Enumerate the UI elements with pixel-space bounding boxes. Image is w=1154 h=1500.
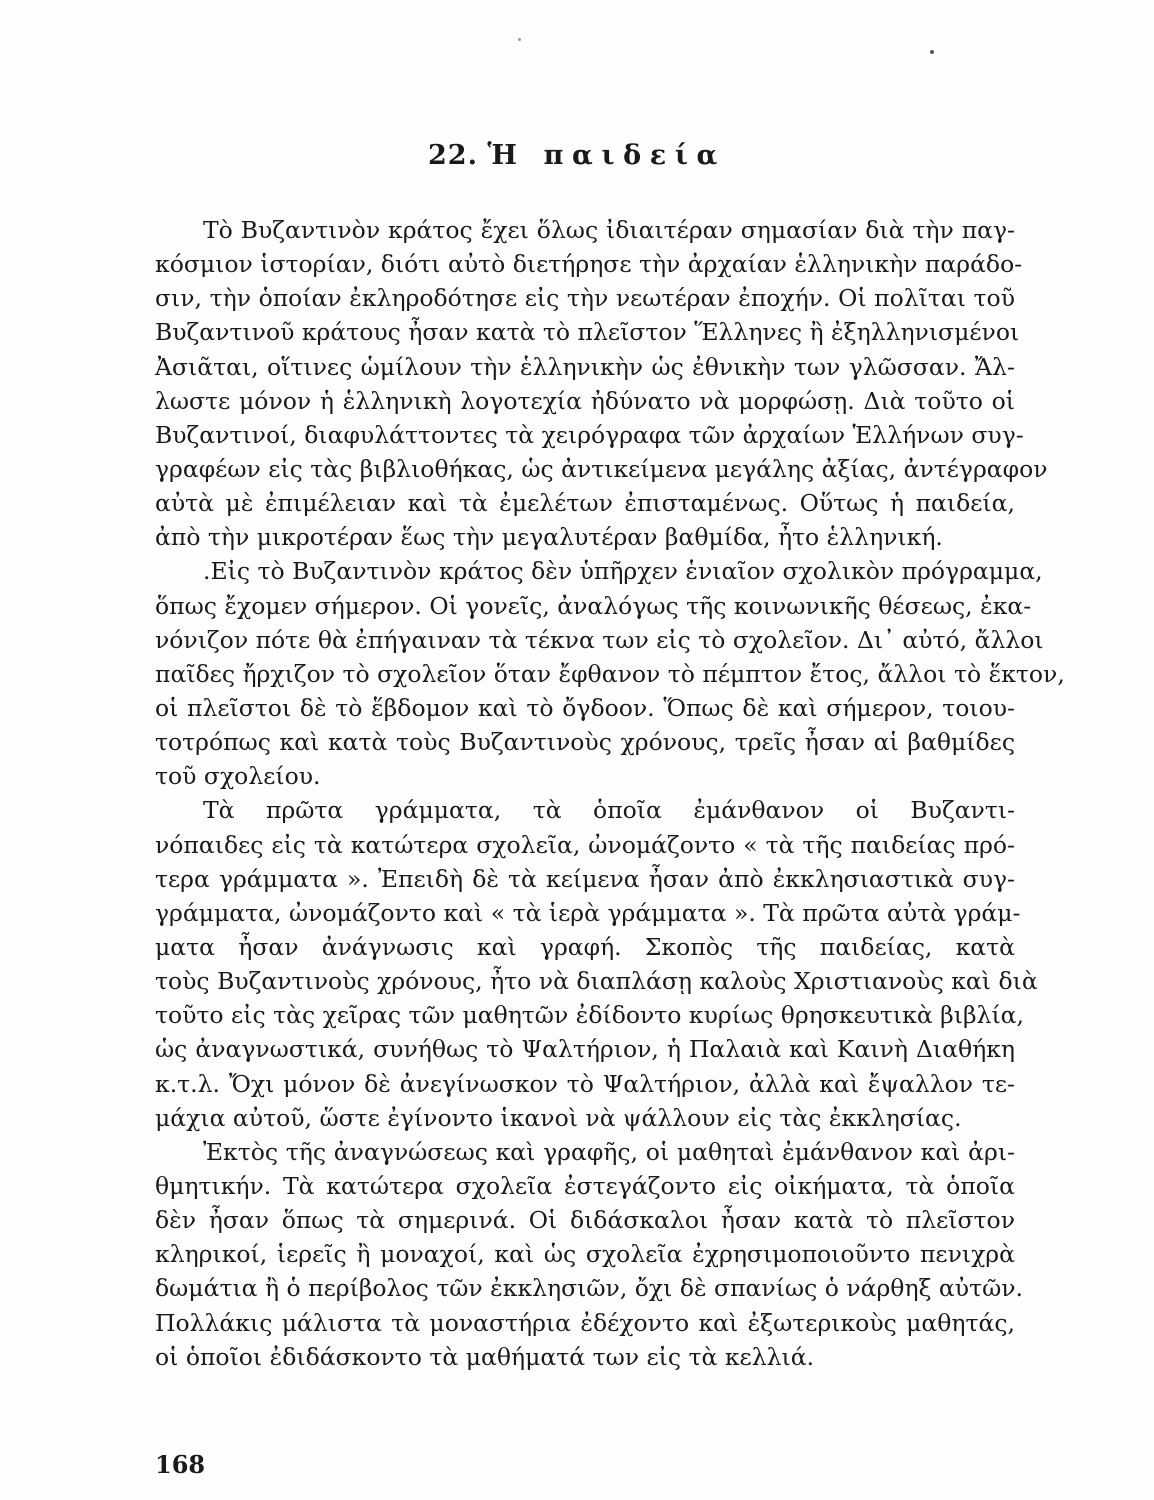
text-line: κ.τ.λ. Ὄχι μόνον δὲ ἀνεγίνωσκον τὸ Ψαλτήριον, ἀλλὰ καὶ ἔψαλλον τε- bbox=[155, 1069, 1015, 1098]
text-line: κόσμιον ἱστορίαν, διότι αὐτὸ διετήρησε τὴν ἀρχαίαν ἑλληνικὴν παράδο- bbox=[155, 250, 1023, 279]
text-line: τοτρόπως καὶ κατὰ τοὺς Βυζαντινοὺς χρόνους, τρεῖς ἦσαν αἱ βαθμίδες bbox=[155, 728, 1015, 757]
text-line: κληρικοί, ἱερεῖς ἢ μοναχοί, καὶ ὡς σχολεῖα ἐχρησιμοποιοῦντο πενιχρὰ bbox=[155, 1240, 1015, 1269]
paragraph bbox=[155, 554, 1065, 793]
chapter-heading bbox=[0, 138, 1154, 174]
text-line: οἱ ὁποῖοι ἐδιδάσκοντο τὰ μαθήματά των εἰς τὰ κελλιά. bbox=[155, 1342, 815, 1371]
text-line: τοῦτο εἰς τὰς χεῖρας τῶν μαθητῶν ἐδίδοντο κυρίως θρησκευτικὰ βιβλία, bbox=[155, 1001, 1025, 1030]
text-line: γραφέων εἰς τὰς βιβλιοθήκας, ὡς ἀντικείμενα μεγάλης ἀξίας, ἀντέγραφον bbox=[155, 454, 1048, 483]
text-line: Πολλάκις μάλιστα τὰ μοναστήρια ἐδέχοντο καὶ ἐξωτερικοὺς μαθητάς, bbox=[155, 1308, 1015, 1337]
body-text bbox=[155, 213, 1065, 1374]
text-line: αὐτὰ μὲ ἐπιμέλειαν καὶ τὰ ἐμελέτων ἐπισταμένως. Οὕτως ἡ παιδεία, bbox=[155, 489, 1015, 518]
text-line: οἱ πλεῖστοι δὲ τὸ ἕβδομον καὶ τὸ ὄγδοον. Ὅπως δὲ καὶ σήμερον, τοιου- bbox=[155, 693, 1015, 722]
text-line: τερα γράμματα ». Ἐπειδὴ δὲ τὰ κείμενα ἦσαν ἀπὸ ἐκκλησιαστικὰ συγ- bbox=[155, 864, 1015, 893]
text-line: τοὺς Βυζαντινοὺς χρόνους, ἦτο νὰ διαπλάσῃ καλοὺς Χριστιανοὺς καὶ διὰ bbox=[155, 967, 1038, 996]
text-line: Βυζαντινοῦ κράτους ἦσαν κατὰ τὸ πλεῖστον Ἕλληνες ἢ ἐξηλληνισμένοι bbox=[155, 318, 1020, 347]
text-line: Ἀσιᾶται, οἵτινες ὡμίλουν τὴν ἑλληνικὴν ὡς ἐθνικὴν των γλῶσσαν. Ἄλ- bbox=[155, 352, 1015, 381]
text-line: γράμματα, ὠνομάζοντο καὶ « τὰ ἱερὰ γράμματα ». Τὰ πρῶτα αὐτὰ γράμ- bbox=[155, 898, 1021, 927]
page-number: 168 bbox=[155, 1450, 206, 1479]
text-line: νόνιζον πότε θὰ ἐπήγαιναν τὰ τέκνα των εἰς τὸ σχολεῖον. Δι᾿ αὐτό, ἄλλοι bbox=[155, 625, 1044, 654]
text-line: ὡς ἀναγνωστικά, συνήθως τὸ Ψαλτήριον, ἡ Παλαιὰ καὶ Καινὴ Διαθήκη bbox=[155, 1035, 1015, 1064]
chapter-title: Ἡ παιδεία bbox=[487, 140, 726, 171]
text-line: μάχια αὐτοῦ, ὥστε ἐγίνοντο ἱκανοὶ νὰ ψάλλουν εἰς τὰς ἐκκλησίας. bbox=[155, 1103, 962, 1132]
text-line: Τὰ πρῶτα γράμματα, τὰ ὁποῖα ἐμάνθανον οἱ Βυζαντι- bbox=[203, 796, 1015, 825]
paper-speck bbox=[930, 50, 934, 54]
text-line: παῖδες ἤρχιζον τὸ σχολεῖον ὅταν ἔφθανον τὸ πέμπτον ἔτος, ἄλλοι τὸ ἕκτον, bbox=[155, 659, 1065, 688]
text-line: ματα ἦσαν ἀνάγνωσις καὶ γραφή. Σκοπὸς τῆς παιδείας, κατὰ bbox=[155, 932, 1015, 961]
text-line: δωμάτια ἢ ὁ περίβολος τῶν ἐκκλησιῶν, ὄχι δὲ σπανίως ὁ νάρθηξ αὐτῶν. bbox=[155, 1274, 1024, 1303]
text-line: σιν, τὴν ὁποίαν ἐκληροδότησε εἰς τὴν νεωτέραν ἐποχήν. Οἱ πολῖται τοῦ bbox=[155, 284, 1015, 313]
text-line: ὅπως ἔχομεν σήμερον. Οἱ γονεῖς, ἀναλόγως τῆς κοινωνικῆς θέσεως, ἐκα- bbox=[155, 591, 1032, 620]
text-line: νόπαιδες εἰς τὰ κατώτερα σχολεῖα, ὠνομάζοντο « τὰ τῆς παιδείας πρό- bbox=[155, 830, 1015, 859]
text-line: .Εἰς τὸ Βυζαντινὸν κράτος δὲν ὑπῆρχεν ἑνιαῖον σχολικὸν πρόγραμμα, bbox=[203, 557, 1043, 586]
text-line: δὲν ἦσαν ὅπως τὰ σημερινά. Οἱ διδάσκαλοι ἦσαν κατὰ τὸ πλεῖστον bbox=[155, 1206, 1015, 1235]
paper-speck bbox=[518, 38, 521, 41]
text-line: ἀπὸ τὴν μικροτέραν ἕως τὴν μεγαλυτέραν βαθμίδα, ἦτο ἑλληνική. bbox=[155, 523, 943, 552]
text-line: λωστε μόνον ἡ ἑλληνικὴ λογοτεχία ἠδύνατο νὰ μορφώσῃ. Διὰ τοῦτο οἱ bbox=[155, 386, 1015, 415]
paragraph bbox=[155, 1135, 1024, 1374]
chapter-number: 22. bbox=[428, 140, 478, 171]
text-line: θμητικήν. Τὰ κατώτερα σχολεῖα ἐστεγάζοντο εἰς οἰκήματα, τὰ ὁποῖα bbox=[155, 1171, 1015, 1200]
paragraph bbox=[155, 793, 1038, 1134]
paragraph bbox=[155, 213, 1048, 554]
text-line: Βυζαντινοί, διαφυλάττοντες τὰ χειρόγραφα τῶν ἀρχαίων Ἑλλήνων συγ- bbox=[155, 420, 1024, 449]
text-line: τοῦ σχολείου. bbox=[155, 762, 321, 791]
text-line: Τὸ Βυζαντινὸν κράτος ἔχει ὅλως ἰδιαιτέραν σημασίαν διὰ τὴν παγ- bbox=[203, 216, 1015, 244]
text-line: Ἐκτὸς τῆς ἀναγνώσεως καὶ γραφῆς, οἱ μαθηταὶ ἐμάνθανον καὶ ἀρι- bbox=[203, 1137, 1015, 1166]
